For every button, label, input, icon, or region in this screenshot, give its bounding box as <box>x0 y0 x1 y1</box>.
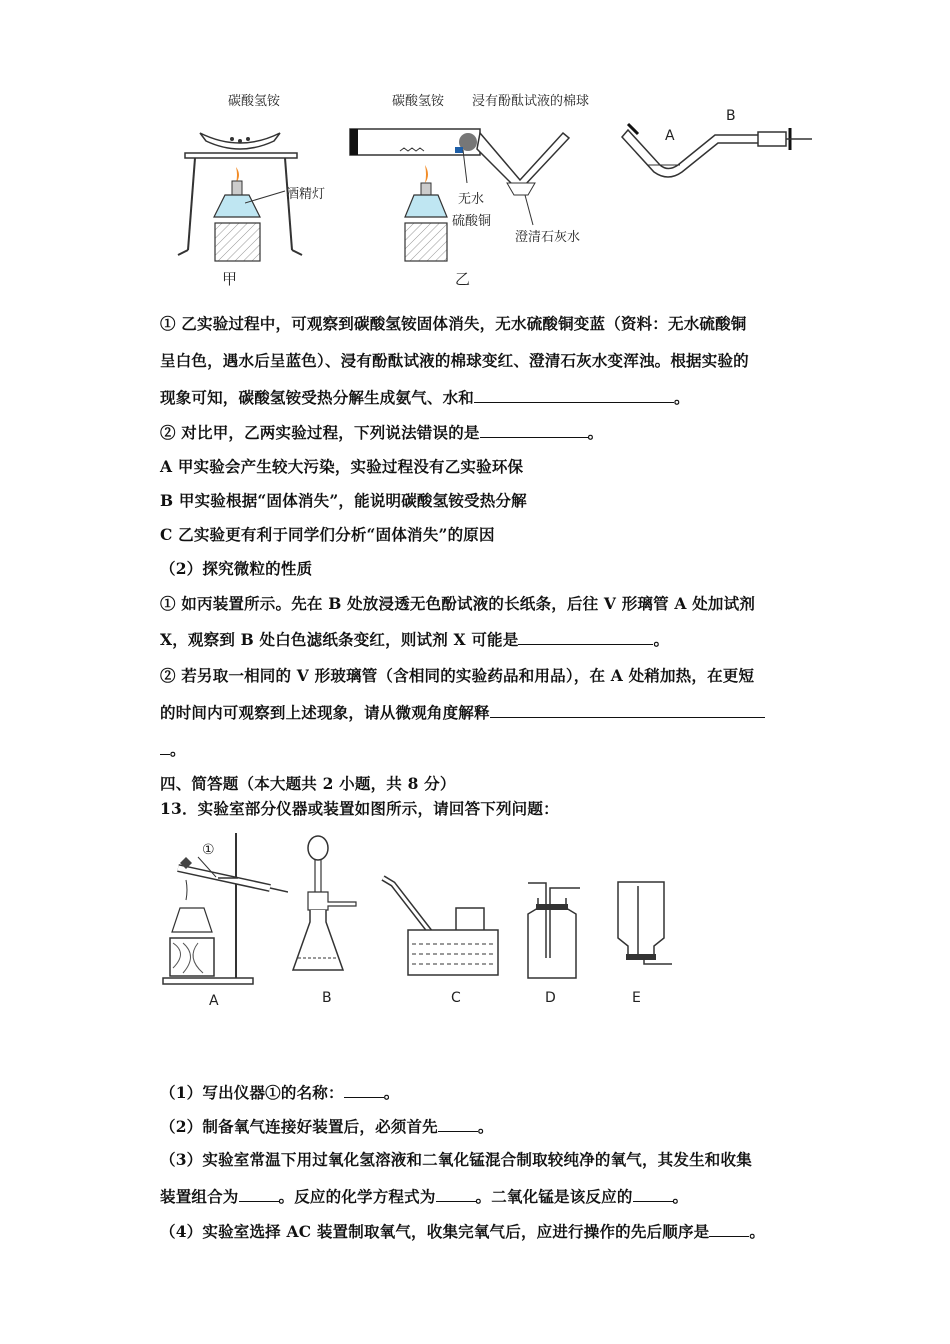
q13-sub3-a: 装置组合为 <box>160 1187 239 1206</box>
q2-p2-line3 <box>160 738 186 760</box>
q1-2-text: ② 对比甲，乙两实验过程，下列说法错误的是 <box>160 423 480 442</box>
bing-label-b: B <box>726 108 736 124</box>
q13-sub3-end: 。 <box>672 1187 689 1206</box>
section4-heading: 四、简答题（本大题共 2 小题，共 8 分） <box>160 774 456 793</box>
q2-p1-line2-text: X，观察到 B 处白色滤纸条变红，则试剂 X 可能是 <box>160 630 519 649</box>
yi-chem-label: 碳酸氢铵 <box>392 94 445 109</box>
q13-sub2 <box>160 1115 494 1137</box>
answer-blank-q1-1[interactable] <box>474 388 674 403</box>
q13-sub3-b: 。反应的化学方程式为 <box>278 1187 436 1206</box>
yi-cuso4-label-1: 无水 <box>458 192 485 207</box>
answer-blank-q1-2[interactable] <box>480 423 588 438</box>
q13-sub1-end: 。 <box>383 1083 400 1102</box>
q13-sub4-text: （4）实验室选择 AC 装置制取氧气，收集完氧气后，应进行操作的先后顺序是 <box>160 1222 710 1241</box>
apparatus-label-e: E <box>632 990 641 1006</box>
option-b[interactable]: B 甲实验根据“固体消失”，能说明碳酸氢铵受热分解 <box>160 491 527 510</box>
q13-sub1 <box>160 1081 399 1103</box>
answer-blank-13-4[interactable] <box>709 1222 749 1237</box>
q2-p2-line3-end: 。 <box>170 740 186 759</box>
apparatus-a <box>158 828 288 988</box>
answer-blank-13-2[interactable] <box>438 1117 478 1132</box>
bing-label-a: A <box>665 128 675 144</box>
yi-limewater-label: 澄清石灰水 <box>515 230 581 245</box>
apparatus-label-c: C <box>451 990 461 1006</box>
yi-cotton-label: 浸有酚酞试液的棉球 <box>472 94 590 109</box>
apparatus-c <box>378 868 503 983</box>
answer-blank-q2-2-cont[interactable] <box>160 740 170 755</box>
q2-p1-end: 。 <box>653 630 670 649</box>
q2-p2-line2-text: 的时间内可观察到上述现象，请从微观角度解释 <box>160 703 490 722</box>
jia-caption: 甲 <box>222 270 238 288</box>
q2-p1-line1: ① 如丙装置所示。先在 B 处放浸透无色酚试液的长纸条，后往 V 形璃管 A 处加试剂 <box>160 594 756 613</box>
jia-lamp-label: 酒精灯 <box>286 187 326 202</box>
q13-sub2-text: （2）制备氧气连接好装置后，必须首先 <box>160 1117 438 1136</box>
apparatus-d <box>520 878 585 983</box>
circle-label: ① <box>202 842 215 858</box>
q2-p2-line2 <box>160 701 765 723</box>
q1-2-line <box>160 421 603 443</box>
answer-blank-q2-2[interactable] <box>490 703 765 718</box>
jia-chem-label: 碳酸氢铵 <box>228 94 281 109</box>
circle-pointer <box>196 855 226 885</box>
q13-sub4 <box>160 1220 765 1242</box>
q1-1-line3-end: 。 <box>674 388 690 407</box>
answer-blank-13-3a[interactable] <box>239 1187 279 1202</box>
q13-sub3-line2 <box>160 1185 688 1207</box>
yi-cuso4-label-2: 硫酸铜 <box>452 214 492 229</box>
answer-blank-13-3b[interactable] <box>436 1187 476 1202</box>
answer-blank-13-1[interactable] <box>344 1083 384 1098</box>
q1-2-end: 。 <box>587 423 604 442</box>
apparatus-label-a: A <box>209 993 219 1009</box>
q13-sub3-line1: （3）实验室常温下用过氧化氢溶液和二氧化锰混合制取较纯净的氧气，其发生和收集 <box>160 1150 752 1169</box>
q2-p1-line2 <box>160 628 669 650</box>
q13-stem: 13．实验室部分仪器或装置如图所示，请回答下列问题： <box>160 799 559 818</box>
q1-1-line2: 呈白色，遇水后呈蓝色）、浸有酚酞试液的棉球变红、澄清石灰水变浑浊。根据实验的 <box>160 351 749 370</box>
q13-sub3-c: 。二氧化锰是该反应的 <box>475 1187 633 1206</box>
answer-blank-13-3c[interactable] <box>633 1187 673 1202</box>
apparatus-e <box>608 878 673 983</box>
q1-1-line3 <box>160 386 690 408</box>
q2-p2-line1: ② 若另取一相同的 V 形玻璃管（含相同的实验药品和用品），在 A 处稍加热，在更短 <box>160 666 755 685</box>
q13-sub2-end: 。 <box>477 1117 494 1136</box>
apparatus-b <box>288 830 358 980</box>
option-c[interactable]: C 乙实验更有利于同学们分析“固体消失”的原因 <box>160 525 495 544</box>
option-a[interactable]: A 甲实验会产生较大污染，实验过程没有乙实验环保 <box>160 457 524 476</box>
answer-blank-q2-1[interactable] <box>518 630 653 645</box>
apparatus-label-b: B <box>322 990 332 1006</box>
q2-heading: （2）探究微粒的性质 <box>160 559 313 578</box>
q1-1-line1: ① 乙实验过程中，可观察到碳酸氢铵固体消失，无水硫酸铜变蓝（资料：无水硫酸铜 <box>160 314 747 333</box>
apparatus-label-d: D <box>545 990 556 1006</box>
q1-1-line3-text: 现象可知，碳酸氢铵受热分解生成氨气、水和 <box>160 388 475 407</box>
yi-caption: 乙 <box>455 270 471 288</box>
q13-sub1-text: （1）写出仪器①的名称： <box>160 1083 344 1102</box>
q13-sub4-end: 。 <box>749 1222 766 1241</box>
jia-lamp-pointer <box>245 188 287 208</box>
figure-bing <box>620 110 820 185</box>
